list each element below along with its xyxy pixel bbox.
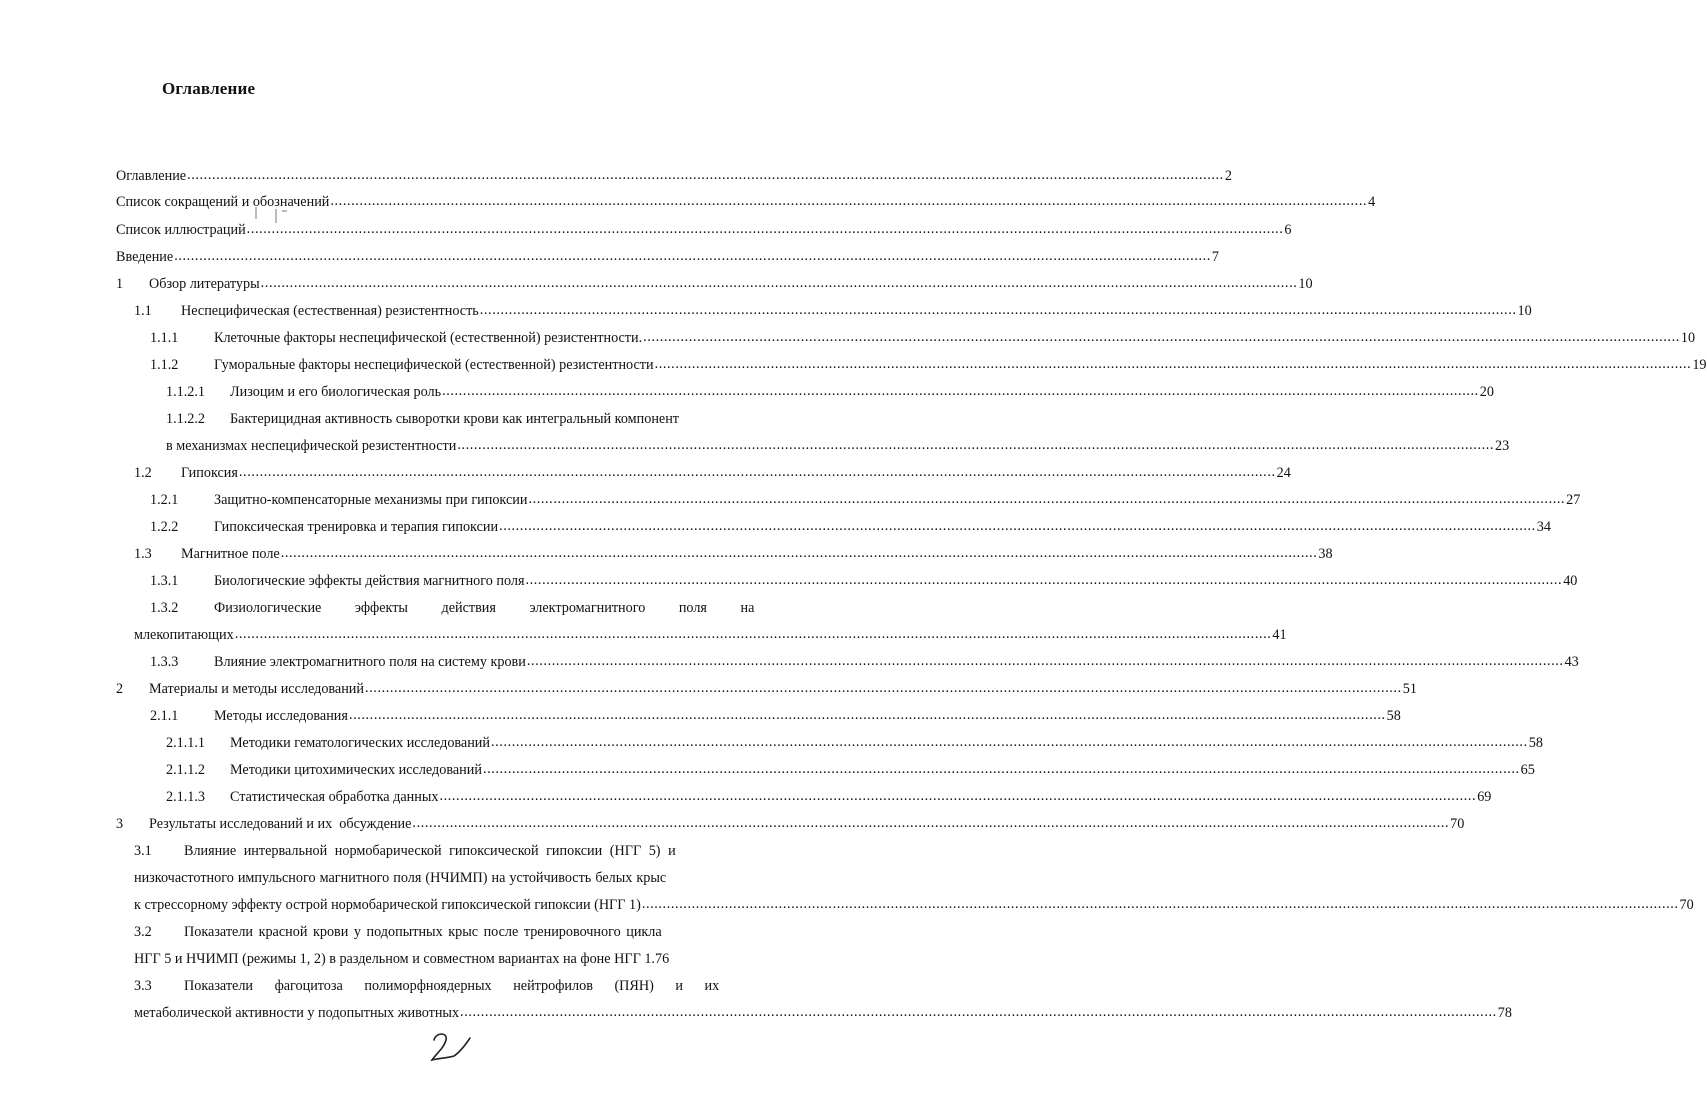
leader-dots xyxy=(642,895,1679,913)
leader-dots xyxy=(174,247,1211,265)
toc-entry-page: 69 xyxy=(1477,789,1492,805)
leader-dots xyxy=(499,517,1536,535)
toc-entry-text: Магнитное поле xyxy=(181,546,280,562)
toc-entry-page: 76 xyxy=(654,951,670,967)
leader-dots xyxy=(349,706,1386,724)
toc-entry[interactable] xyxy=(116,167,1232,185)
toc-entry[interactable] xyxy=(116,193,1376,211)
toc-entry-text: млекопитающих xyxy=(134,627,234,643)
toc-entry-number: 1.1.2 xyxy=(150,357,179,373)
leader-dots xyxy=(247,220,1284,238)
leader-dots xyxy=(239,463,1276,481)
leader-dots xyxy=(528,490,1565,508)
toc-entry-number: 1.3 xyxy=(134,546,152,562)
toc-entry-number: 2.1.1.1 xyxy=(166,735,206,751)
leader-dots xyxy=(235,625,1272,643)
toc-entry[interactable] xyxy=(116,680,1417,698)
leader-dots xyxy=(655,355,1692,373)
leader-dots xyxy=(480,301,1517,319)
toc-entry-page: 41 xyxy=(1272,627,1287,643)
toc-entry-text: Защитно-компенсаторные механизмы при гипоксии xyxy=(214,492,528,508)
toc-entry-text: в механизмах неспецифической резистентности xyxy=(166,438,457,454)
toc-entry-page: 58 xyxy=(1528,735,1543,751)
toc-entry-text: Оглавление xyxy=(116,168,187,184)
toc-entry-number: 1.1.1 xyxy=(150,330,179,346)
toc-entry-text: НГГ 5 и НЧИМП (режимы 1, 2) в раздельном и совместном вариантах на фоне НГГ 1. xyxy=(134,951,655,967)
toc-entry[interactable] xyxy=(166,734,1543,752)
toc-entry-page: 19 xyxy=(1692,357,1707,373)
toc-entry-line1[interactable] xyxy=(166,410,738,428)
toc-entry-number: 3 xyxy=(116,816,124,832)
toc-entry-page: 78 xyxy=(1497,1005,1512,1021)
toc-entry-text: метаболической активности у подопытных животных xyxy=(134,1005,460,1021)
toc-entry-page: 10 xyxy=(1298,276,1313,292)
toc-entry-page: 34 xyxy=(1536,519,1551,535)
toc-entry-number: 1.2 xyxy=(134,465,152,481)
leader-dots xyxy=(330,192,1367,210)
toc-entry-text: Показатели фагоцитоза полиморфноядерных нейтрофилов (ПЯН) и их xyxy=(184,978,720,994)
toc-entry-text: Клеточные факторы неспецифической (естественной) резистентности. xyxy=(214,330,643,346)
toc-entry-line1[interactable] xyxy=(134,977,738,995)
toc-entry-number: 3.3 xyxy=(134,978,152,994)
toc-entry[interactable] xyxy=(150,707,1401,725)
toc-entry-page: 6 xyxy=(1284,222,1292,238)
toc-entry[interactable] xyxy=(116,221,1292,239)
leader-dots xyxy=(483,760,1520,778)
toc-entry[interactable] xyxy=(134,302,1532,320)
toc-entry[interactable] xyxy=(166,788,1492,806)
toc-entry-number: 1.2.2 xyxy=(150,519,179,535)
toc-entry-line1[interactable] xyxy=(134,923,738,941)
toc-entry-text: Методики цитохимических исследований xyxy=(230,762,482,778)
toc-entry-number: 3.1 xyxy=(134,843,152,859)
toc-entry-number: 2.1.1 xyxy=(150,708,179,724)
toc-entry-page: 4 xyxy=(1368,194,1376,210)
toc-entry-page: 20 xyxy=(1479,384,1494,400)
toc-entry-number: 1.3.2 xyxy=(150,600,179,616)
toc-entry[interactable] xyxy=(150,491,1581,509)
toc-entry-line1[interactable] xyxy=(134,842,738,860)
leader-dots xyxy=(527,652,1564,670)
toc-entry-page: 10 xyxy=(1517,303,1532,319)
toc-entry-number: 1.2.1 xyxy=(150,492,179,508)
leader-dots xyxy=(412,814,1449,832)
toc-entry[interactable] xyxy=(166,761,1535,779)
toc-entry-text: Влияние электромагнитного поля на систему крови xyxy=(214,654,526,670)
toc-entry-page: 38 xyxy=(1318,546,1333,562)
toc-entry-page: 51 xyxy=(1402,681,1417,697)
toc-entry-text: Показатели красной крови у подопытных крыс после тренировочного цикла xyxy=(184,924,662,940)
toc-entry-text: Результаты исследований и их обсуждение xyxy=(149,816,412,832)
toc-entry[interactable] xyxy=(116,815,1465,833)
toc-entry[interactable] xyxy=(134,1004,1512,1022)
toc-entry[interactable] xyxy=(166,383,1494,401)
toc-entry-text: Обзор литературы xyxy=(149,276,260,292)
toc-entry[interactable] xyxy=(150,329,1696,347)
toc-entry[interactable] xyxy=(134,545,1333,563)
toc-entry-page: 10 xyxy=(1680,330,1696,346)
toc-entry-number: 2.1.1.2 xyxy=(166,762,206,778)
toc-entry[interactable] xyxy=(134,896,1694,914)
toc-entry[interactable] xyxy=(150,518,1551,536)
toc-entry-text: Гипоксия xyxy=(181,465,238,481)
handwritten-page-number-icon xyxy=(428,1030,474,1066)
toc-entry-page: 7 xyxy=(1211,249,1219,265)
toc-entry-number: 1.1.2.2 xyxy=(166,411,206,427)
toc-entry-text: Гипоксическая тренировка и терапия гипоксии xyxy=(214,519,499,535)
leader-dots xyxy=(457,436,1494,454)
leader-dots xyxy=(187,166,1224,184)
toc-entry-text: Неспецифическая (естественная) резистентность xyxy=(181,303,479,319)
toc-entry-number: 2.1.1.3 xyxy=(166,789,206,805)
leader-dots xyxy=(442,382,1479,400)
toc-entry-page: 2 xyxy=(1224,168,1232,184)
toc-entry[interactable] xyxy=(134,626,1287,644)
toc-entry-text: Влияние интервальной нормобарической гипоксической гипоксии (НГГ 5) и xyxy=(184,843,676,859)
toc-entry-text: Физиологические эффекты действия электромагнитного поля на xyxy=(214,600,755,616)
toc-entry-text: Бактерицидная активность сыворотки крови как интегральный компонент xyxy=(230,411,680,427)
leader-dots xyxy=(525,571,1562,589)
toc-entry-number: 1 xyxy=(116,276,124,292)
toc-entry-text: Статистическая обработка данных xyxy=(230,789,439,805)
toc-entry-text: Методы исследования xyxy=(214,708,348,724)
leader-dots xyxy=(491,733,1528,751)
toc-entry[interactable] xyxy=(134,950,738,968)
toc-title: Оглавление xyxy=(162,79,256,98)
toc-entry[interactable] xyxy=(150,356,1707,374)
toc-entry-number: 1.1 xyxy=(134,303,152,319)
toc-entry-text: низкочастотного импульсного магнитного поля (НЧИМП) на устойчивость белых крыс xyxy=(134,870,667,886)
toc-entry-text: Гуморальные факторы неспецифической (естественной) резистентности xyxy=(214,357,654,373)
toc-entry-page: 40 xyxy=(1563,573,1578,589)
toc-entry-number: 3.2 xyxy=(134,924,152,940)
toc-entry-text: Список сокращений и обозначений xyxy=(116,194,330,210)
toc-entry-page: 70 xyxy=(1450,816,1465,832)
toc-entry[interactable] xyxy=(166,437,1510,455)
scan-artifact-icon xyxy=(254,205,294,227)
toc-entry-text: Методики гематологических исследований xyxy=(230,735,490,751)
toc-entry[interactable] xyxy=(116,248,1219,266)
toc-entry-line1[interactable] xyxy=(150,599,755,617)
toc-entry[interactable] xyxy=(150,653,1579,671)
toc-entry-number: 1.3.3 xyxy=(150,654,179,670)
toc-entry[interactable] xyxy=(150,572,1578,590)
toc-entry-text: к стрессорному эффекту острой нормобарической гипоксической гипоксии (НГГ 1) xyxy=(134,897,641,913)
toc-entry-text: Материалы и методы исследований xyxy=(149,681,364,697)
toc-entry-page: 65 xyxy=(1520,762,1535,778)
toc-entry-text: Лизоцим и его биологическая роль xyxy=(230,384,442,400)
toc-entry-number: 1.3.1 xyxy=(150,573,179,589)
toc-entry-text: Биологические эффекты действия магнитного поля xyxy=(214,573,525,589)
leader-dots xyxy=(365,679,1402,697)
toc-entry-page: 24 xyxy=(1276,465,1291,481)
toc-entry-text: Список иллюстраций xyxy=(116,222,246,238)
leader-dots xyxy=(643,328,1680,346)
leader-dots xyxy=(281,544,1318,562)
toc-entry[interactable] xyxy=(134,464,1291,482)
toc-entry-page: 23 xyxy=(1495,438,1510,454)
leader-dots xyxy=(460,1003,1497,1021)
toc-entry-line2[interactable] xyxy=(134,869,738,887)
toc-entry-page: 70 xyxy=(1679,897,1694,913)
leader-dots xyxy=(439,787,1476,805)
toc-entry-page: 27 xyxy=(1566,492,1581,508)
toc-entry-number: 1.1.2.1 xyxy=(166,384,206,400)
toc-entry-number: 2 xyxy=(116,681,124,697)
toc-entry-page: 58 xyxy=(1386,708,1401,724)
leader-dots xyxy=(261,274,1298,292)
toc-entry-page: 43 xyxy=(1564,654,1579,670)
toc-entry-text: Введение xyxy=(116,249,174,265)
toc-entry[interactable] xyxy=(116,275,1313,293)
